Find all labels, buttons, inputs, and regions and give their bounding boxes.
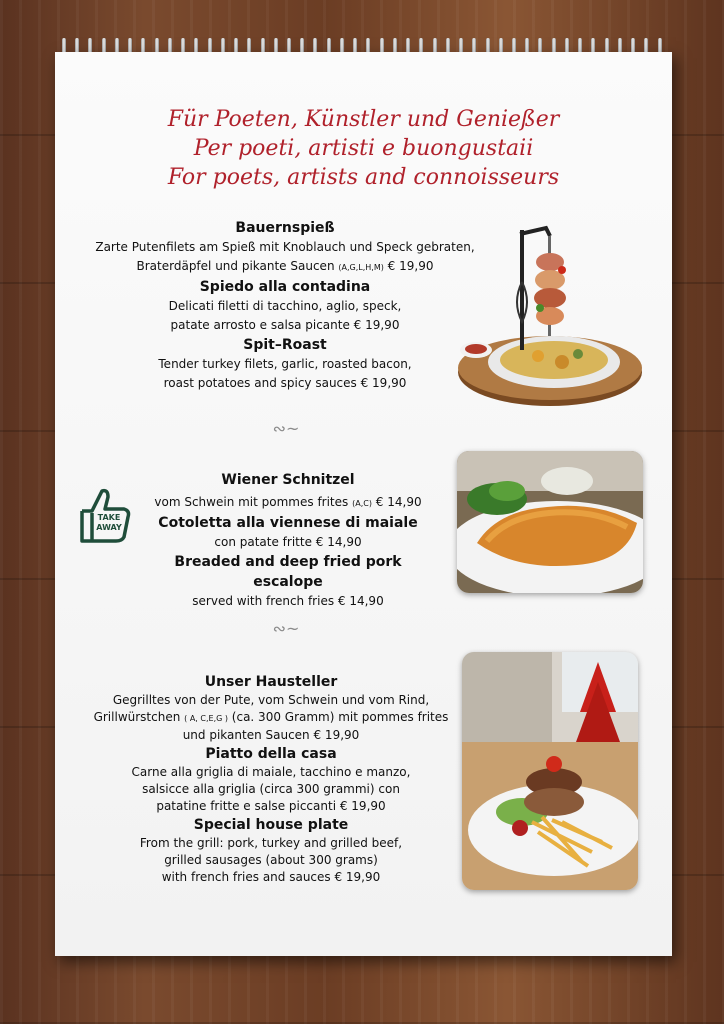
dish-desc-en: with french fries and sauces € 19,90: [161, 870, 381, 884]
takeaway-label: TAKE AWAY: [96, 513, 122, 532]
dish-desc-it: Delicati filetti di tacchino, aglio, speck,: [168, 299, 402, 313]
dish-desc-de: Braterdäpfel und pikante Saucen (A,G,L,H,M) € 19,90: [136, 259, 434, 273]
dish-desc-it: salsicce alla griglia (circa 300 grammi) con: [142, 782, 400, 796]
photo-spit-roast: [450, 222, 645, 414]
title-german: Für Poeten, Künstler und Genießer: [167, 107, 560, 132]
dish-desc-de: Zarte Putenfilets am Spieß mit Knoblauch und Speck gebraten,: [95, 240, 475, 254]
allergen-codes: (A,C): [352, 499, 372, 508]
dish-desc-en: served with french fries € 14,90: [192, 594, 384, 608]
dish-desc-it: patatine fritte e salse piccanti € 19,90: [156, 799, 386, 813]
title-english: For poets, artists and connoisseurs: [167, 165, 560, 190]
thumbs-up-icon: [68, 483, 134, 547]
title-italian: Per poeti, artisti e buongustaii: [193, 136, 534, 161]
dish-desc-it: Carne alla griglia di maiale, tacchino e manzo,: [131, 765, 411, 779]
dish-wiener-schnitzel: [138, 470, 438, 611]
dish-desc-it: patate arrosto e salsa picante € 19,90: [170, 318, 400, 332]
dish-name-de: Unser Hausteller: [204, 674, 338, 690]
dish-hausteller: [80, 672, 462, 886]
dish-name-en: Special house plate: [193, 817, 349, 833]
dish-desc-de: und pikanten Saucen € 19,90: [182, 728, 360, 742]
dish-desc-en: roast potatoes and spicy sauces € 19,90: [163, 376, 407, 390]
dish-name-en: Spit–Roast: [243, 337, 327, 353]
dish-desc-de: Grillwürstchen ( A, C,E,G ) (ca. 300 Gramm) mit pommes frites: [93, 710, 449, 724]
dish-bauernspiess: [80, 218, 490, 393]
dish-name-it: Spiedo alla contadina: [199, 279, 371, 295]
dish-desc-it: con patate fritte € 14,90: [214, 535, 362, 549]
dish-desc-en: Tender turkey filets, garlic, roasted bacon,: [158, 357, 412, 371]
dish-name-it: Piatto della casa: [205, 746, 337, 762]
allergen-codes: ( A, C,E,G ): [184, 714, 228, 723]
dish-desc-de: Gegrilltes von der Pute, vom Schwein und vom Rind,: [112, 693, 430, 707]
swirl-ornament-icon: ∾~: [272, 419, 300, 438]
photo-schnitzel: [457, 451, 643, 593]
dish-name-de: Bauernspieß: [235, 220, 335, 236]
dish-name-en: Breaded and deep fried pork escalope: [174, 554, 402, 590]
dish-desc-de: vom Schwein mit pommes frites (A,C) € 14,90: [154, 495, 422, 509]
swirl-ornament-icon: ∾~: [272, 619, 300, 638]
dish-name-de: Wiener Schnitzel: [221, 472, 355, 488]
photo-house-plate: [462, 652, 638, 890]
dish-desc-en: From the grill: pork, turkey and grilled beef,: [139, 836, 403, 850]
allergen-codes: (A,G,L,H,M): [338, 263, 384, 272]
dish-desc-en: grilled sausages (about 300 grams): [164, 853, 378, 867]
dish-name-it: Cotoletta alla viennese di maiale: [158, 515, 418, 531]
